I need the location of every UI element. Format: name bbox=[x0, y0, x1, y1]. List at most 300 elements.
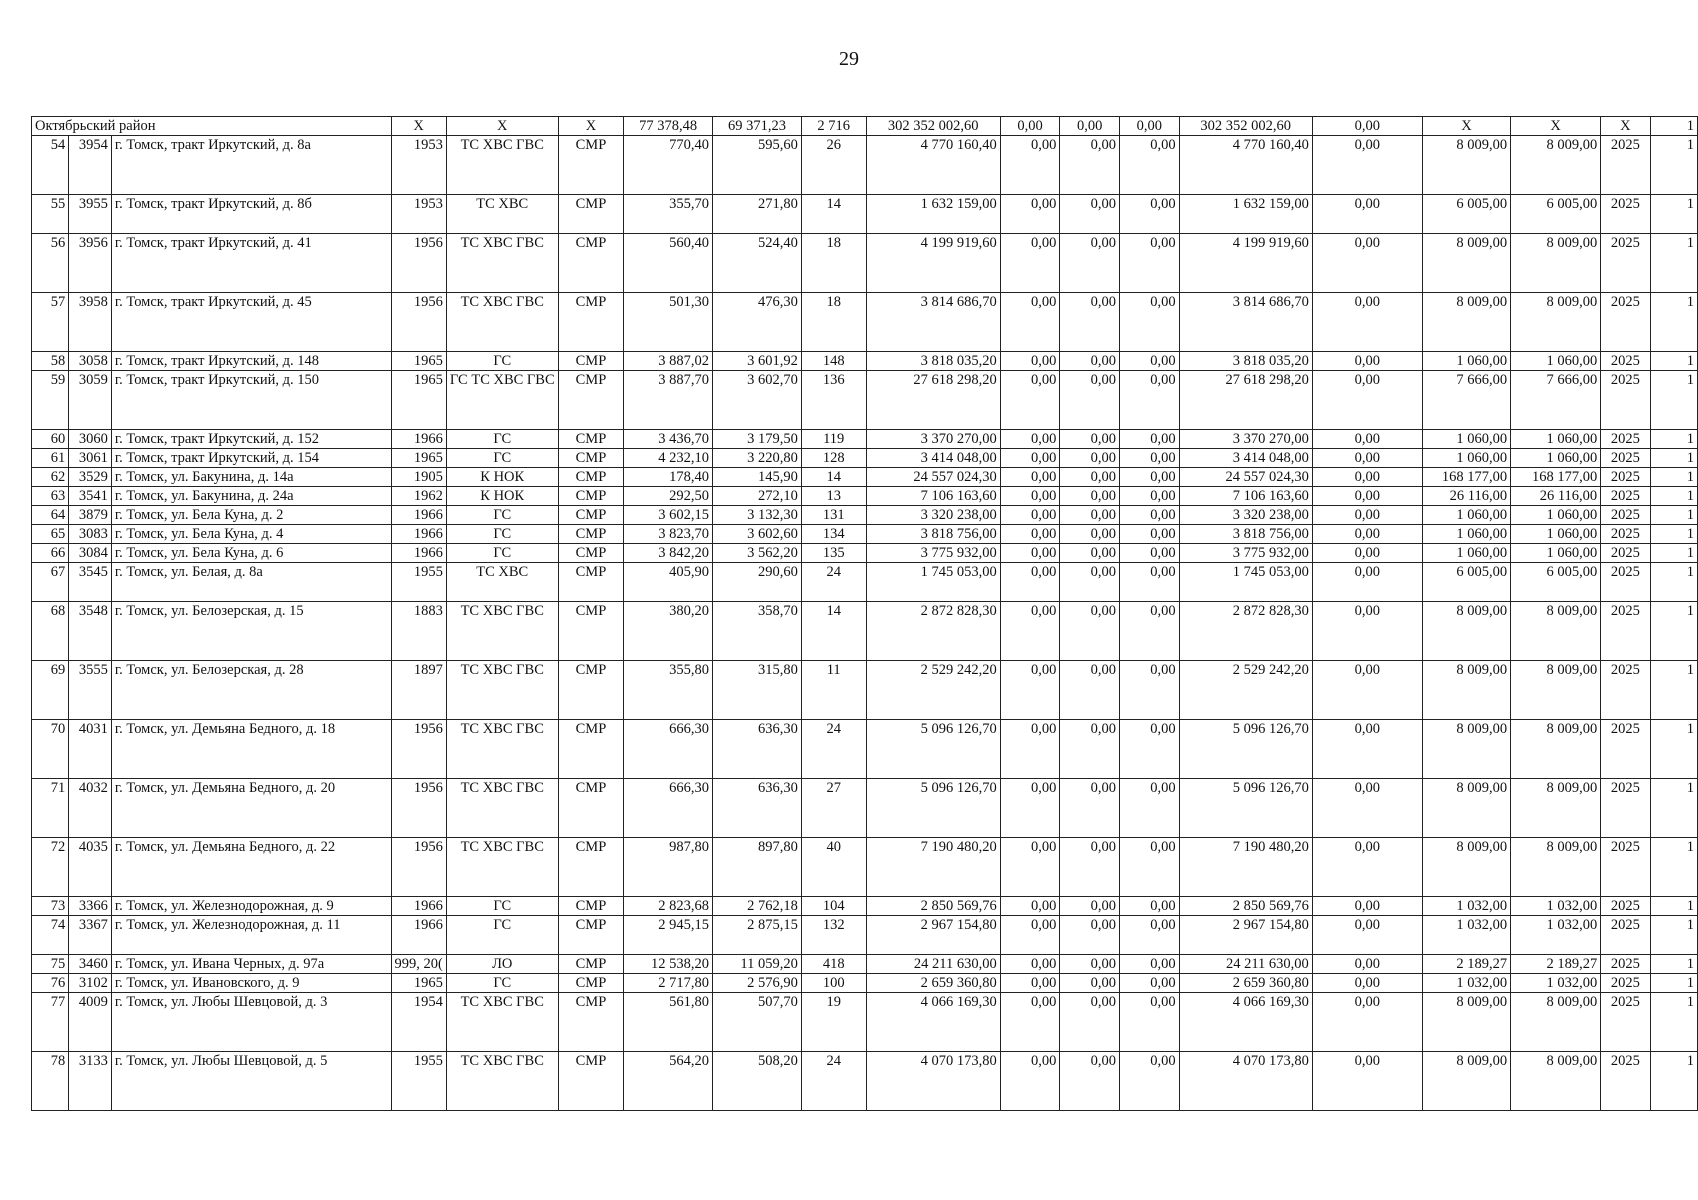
max-unit-cost-cell: 8 009,00 bbox=[1511, 838, 1601, 897]
unit-cost-cell: 7 666,00 bbox=[1422, 371, 1510, 430]
living-area-cell: 3 601,92 bbox=[713, 352, 802, 371]
stage-cell: 1 bbox=[1650, 838, 1697, 897]
municipal-cost-cell: 0,00 bbox=[1119, 195, 1179, 234]
district-cell: X bbox=[446, 117, 558, 136]
row-number-cell: 57 bbox=[32, 293, 69, 352]
works-kind-cell: СМР bbox=[558, 544, 624, 563]
total-area-cell: 380,20 bbox=[624, 602, 713, 661]
total-cost-cell: 3 818 756,00 bbox=[866, 525, 1000, 544]
owners-cost-cell: 3 818 756,00 bbox=[1179, 525, 1312, 544]
total-cost-cell: 3 818 035,20 bbox=[866, 352, 1000, 371]
budget-cost-cell: 0,00 bbox=[1060, 916, 1120, 955]
address-cell: г. Томск, тракт Иркутский, д. 8а bbox=[111, 136, 391, 195]
works-kind-cell: СМР bbox=[558, 371, 624, 430]
table-row bbox=[32, 371, 1698, 430]
owners-cost-cell: 24 211 630,00 bbox=[1179, 955, 1312, 974]
residents-cell: 104 bbox=[801, 897, 866, 916]
living-area-cell: 3 602,70 bbox=[713, 371, 802, 430]
residents-cell: 14 bbox=[801, 195, 866, 234]
fund-cost-cell: 0,00 bbox=[1000, 371, 1060, 430]
district-cell: 0,00 bbox=[1060, 117, 1120, 136]
owners-cost-cell: 3 414 048,00 bbox=[1179, 449, 1312, 468]
fund-cost-cell: 0,00 bbox=[1000, 136, 1060, 195]
table-row bbox=[32, 293, 1698, 352]
fund-cost-cell: 0,00 bbox=[1000, 544, 1060, 563]
building-id-cell: 3548 bbox=[69, 602, 112, 661]
address-cell: г. Томск, ул. Бакунина, д. 14а bbox=[111, 468, 391, 487]
total-cost-cell: 2 529 242,20 bbox=[866, 661, 1000, 720]
district-cell: 302 352 002,60 bbox=[866, 117, 1000, 136]
municipal-cost-cell: 0,00 bbox=[1119, 661, 1179, 720]
total-area-cell: 178,40 bbox=[624, 468, 713, 487]
municipal-cost-cell: 0,00 bbox=[1119, 136, 1179, 195]
works-type-cell: ГС bbox=[446, 974, 558, 993]
max-unit-cost-cell: 1 060,00 bbox=[1511, 544, 1601, 563]
max-unit-cost-cell: 1 032,00 bbox=[1511, 897, 1601, 916]
other-cost-cell: 0,00 bbox=[1312, 430, 1422, 449]
other-cost-cell: 0,00 bbox=[1312, 974, 1422, 993]
owners-cost-cell: 5 096 126,70 bbox=[1179, 779, 1312, 838]
fund-cost-cell: 0,00 bbox=[1000, 430, 1060, 449]
plan-year-cell: 2025 bbox=[1601, 430, 1650, 449]
residents-cell: 13 bbox=[801, 487, 866, 506]
max-unit-cost-cell: 1 060,00 bbox=[1511, 449, 1601, 468]
residents-cell: 14 bbox=[801, 602, 866, 661]
municipal-cost-cell: 0,00 bbox=[1119, 234, 1179, 293]
total-area-cell: 3 887,02 bbox=[624, 352, 713, 371]
budget-cost-cell: 0,00 bbox=[1060, 974, 1120, 993]
budget-cost-cell: 0,00 bbox=[1060, 1052, 1120, 1111]
budget-cost-cell: 0,00 bbox=[1060, 897, 1120, 916]
plan-year-cell: 2025 bbox=[1601, 993, 1650, 1052]
district-cell: 77 378,48 bbox=[624, 117, 713, 136]
stage-cell: 1 bbox=[1650, 468, 1697, 487]
building-id-cell: 4031 bbox=[69, 720, 112, 779]
total-area-cell: 3 887,70 bbox=[624, 371, 713, 430]
unit-cost-cell: 1 060,00 bbox=[1422, 506, 1510, 525]
fund-cost-cell: 0,00 bbox=[1000, 195, 1060, 234]
address-cell: г. Томск, ул. Любы Шевцовой, д. 3 bbox=[111, 993, 391, 1052]
building-id-cell: 3956 bbox=[69, 234, 112, 293]
building-id-cell: 3059 bbox=[69, 371, 112, 430]
works-type-cell: ТС ХВС ГВС bbox=[446, 1052, 558, 1111]
works-kind-cell: СМР bbox=[558, 993, 624, 1052]
unit-cost-cell: 6 005,00 bbox=[1422, 563, 1510, 602]
residents-cell: 18 bbox=[801, 234, 866, 293]
residents-cell: 11 bbox=[801, 661, 866, 720]
works-kind-cell: СМР bbox=[558, 525, 624, 544]
address-cell: г. Томск, ул. Белозерская, д. 28 bbox=[111, 661, 391, 720]
works-kind-cell: СМР bbox=[558, 449, 624, 468]
stage-cell: 1 bbox=[1650, 563, 1697, 602]
unit-cost-cell: 8 009,00 bbox=[1422, 838, 1510, 897]
living-area-cell: 476,30 bbox=[713, 293, 802, 352]
municipal-cost-cell: 0,00 bbox=[1119, 1052, 1179, 1111]
building-id-cell: 3541 bbox=[69, 487, 112, 506]
year-built-cell: 1955 bbox=[391, 1052, 446, 1111]
district-cell: X bbox=[1601, 117, 1650, 136]
budget-cost-cell: 0,00 bbox=[1060, 661, 1120, 720]
year-built-cell: 1953 bbox=[391, 136, 446, 195]
plan-year-cell: 2025 bbox=[1601, 544, 1650, 563]
budget-cost-cell: 0,00 bbox=[1060, 602, 1120, 661]
year-built-cell: 1965 bbox=[391, 352, 446, 371]
budget-cost-cell: 0,00 bbox=[1060, 487, 1120, 506]
works-type-cell: ТС ХВС bbox=[446, 563, 558, 602]
row-number-cell: 62 bbox=[32, 468, 69, 487]
unit-cost-cell: 168 177,00 bbox=[1422, 468, 1510, 487]
row-number-cell: 71 bbox=[32, 779, 69, 838]
unit-cost-cell: 1 060,00 bbox=[1422, 352, 1510, 371]
max-unit-cost-cell: 8 009,00 bbox=[1511, 993, 1601, 1052]
total-area-cell: 4 232,10 bbox=[624, 449, 713, 468]
table-row bbox=[32, 1052, 1698, 1111]
total-cost-cell: 5 096 126,70 bbox=[866, 779, 1000, 838]
plan-year-cell: 2025 bbox=[1601, 352, 1650, 371]
row-number-cell: 56 bbox=[32, 234, 69, 293]
fund-cost-cell: 0,00 bbox=[1000, 661, 1060, 720]
unit-cost-cell: 1 060,00 bbox=[1422, 430, 1510, 449]
unit-cost-cell: 1 032,00 bbox=[1422, 974, 1510, 993]
budget-cost-cell: 0,00 bbox=[1060, 136, 1120, 195]
other-cost-cell: 0,00 bbox=[1312, 661, 1422, 720]
budget-cost-cell: 0,00 bbox=[1060, 506, 1120, 525]
table-row bbox=[32, 136, 1698, 195]
works-type-cell: ГС bbox=[446, 544, 558, 563]
district-cell: 1 bbox=[1650, 117, 1697, 136]
unit-cost-cell: 1 060,00 bbox=[1422, 525, 1510, 544]
table-row bbox=[32, 993, 1698, 1052]
building-id-cell: 3958 bbox=[69, 293, 112, 352]
max-unit-cost-cell: 8 009,00 bbox=[1511, 1052, 1601, 1111]
living-area-cell: 524,40 bbox=[713, 234, 802, 293]
max-unit-cost-cell: 168 177,00 bbox=[1511, 468, 1601, 487]
stage-cell: 1 bbox=[1650, 720, 1697, 779]
works-type-cell: ГС bbox=[446, 506, 558, 525]
building-id-cell: 4035 bbox=[69, 838, 112, 897]
max-unit-cost-cell: 1 060,00 bbox=[1511, 506, 1601, 525]
address-cell: г. Томск, тракт Иркутский, д. 8б bbox=[111, 195, 391, 234]
fund-cost-cell: 0,00 bbox=[1000, 468, 1060, 487]
owners-cost-cell: 24 557 024,30 bbox=[1179, 468, 1312, 487]
living-area-cell: 2 875,15 bbox=[713, 916, 802, 955]
max-unit-cost-cell: 8 009,00 bbox=[1511, 234, 1601, 293]
residents-cell: 418 bbox=[801, 955, 866, 974]
fund-cost-cell: 0,00 bbox=[1000, 1052, 1060, 1111]
works-kind-cell: СМР bbox=[558, 195, 624, 234]
budget-cost-cell: 0,00 bbox=[1060, 525, 1120, 544]
row-number-cell: 69 bbox=[32, 661, 69, 720]
unit-cost-cell: 8 009,00 bbox=[1422, 602, 1510, 661]
plan-year-cell: 2025 bbox=[1601, 234, 1650, 293]
table-row bbox=[32, 449, 1698, 468]
works-type-cell: ГС ТС ХВС ГВС bbox=[446, 371, 558, 430]
stage-cell: 1 bbox=[1650, 897, 1697, 916]
year-built-cell: 1956 bbox=[391, 720, 446, 779]
owners-cost-cell: 2 967 154,80 bbox=[1179, 916, 1312, 955]
total-area-cell: 3 842,20 bbox=[624, 544, 713, 563]
other-cost-cell: 0,00 bbox=[1312, 468, 1422, 487]
address-cell: г. Томск, ул. Любы Шевцовой, д. 5 bbox=[111, 1052, 391, 1111]
residents-cell: 18 bbox=[801, 293, 866, 352]
address-cell: г. Томск, ул. Железнодорожная, д. 9 bbox=[111, 897, 391, 916]
table-row bbox=[32, 506, 1698, 525]
year-built-cell: 1956 bbox=[391, 779, 446, 838]
max-unit-cost-cell: 8 009,00 bbox=[1511, 779, 1601, 838]
year-built-cell: 1966 bbox=[391, 430, 446, 449]
other-cost-cell: 0,00 bbox=[1312, 916, 1422, 955]
works-type-cell: ТС ХВС ГВС bbox=[446, 136, 558, 195]
plan-year-cell: 2025 bbox=[1601, 293, 1650, 352]
stage-cell: 1 bbox=[1650, 916, 1697, 955]
year-built-cell: 1954 bbox=[391, 993, 446, 1052]
building-id-cell: 3061 bbox=[69, 449, 112, 468]
works-type-cell: ТС ХВС ГВС bbox=[446, 293, 558, 352]
row-number-cell: 58 bbox=[32, 352, 69, 371]
owners-cost-cell: 7 190 480,20 bbox=[1179, 838, 1312, 897]
municipal-cost-cell: 0,00 bbox=[1119, 838, 1179, 897]
total-area-cell: 561,80 bbox=[624, 993, 713, 1052]
table-row bbox=[32, 563, 1698, 602]
fund-cost-cell: 0,00 bbox=[1000, 449, 1060, 468]
works-type-cell: ГС bbox=[446, 916, 558, 955]
owners-cost-cell: 3 320 238,00 bbox=[1179, 506, 1312, 525]
budget-cost-cell: 0,00 bbox=[1060, 449, 1120, 468]
living-area-cell: 636,30 bbox=[713, 779, 802, 838]
address-cell: г. Томск, тракт Иркутский, д. 148 bbox=[111, 352, 391, 371]
max-unit-cost-cell: 8 009,00 bbox=[1511, 136, 1601, 195]
other-cost-cell: 0,00 bbox=[1312, 897, 1422, 916]
row-number-cell: 67 bbox=[32, 563, 69, 602]
district-cell: X bbox=[558, 117, 624, 136]
address-cell: г. Томск, тракт Иркутский, д. 41 bbox=[111, 234, 391, 293]
stage-cell: 1 bbox=[1650, 525, 1697, 544]
district-cell: 0,00 bbox=[1000, 117, 1060, 136]
budget-cost-cell: 0,00 bbox=[1060, 430, 1120, 449]
municipal-cost-cell: 0,00 bbox=[1119, 487, 1179, 506]
year-built-cell: 1966 bbox=[391, 525, 446, 544]
total-cost-cell: 2 872 828,30 bbox=[866, 602, 1000, 661]
row-number-cell: 77 bbox=[32, 993, 69, 1052]
stage-cell: 1 bbox=[1650, 993, 1697, 1052]
residents-cell: 131 bbox=[801, 506, 866, 525]
plan-year-cell: 2025 bbox=[1601, 371, 1650, 430]
works-type-cell: ГС bbox=[446, 430, 558, 449]
table-body bbox=[32, 117, 1698, 1111]
works-kind-cell: СМР bbox=[558, 136, 624, 195]
fund-cost-cell: 0,00 bbox=[1000, 974, 1060, 993]
owners-cost-cell: 7 106 163,60 bbox=[1179, 487, 1312, 506]
works-type-cell: К НОК bbox=[446, 468, 558, 487]
total-cost-cell: 4 770 160,40 bbox=[866, 136, 1000, 195]
total-area-cell: 3 602,15 bbox=[624, 506, 713, 525]
district-cell: X bbox=[391, 117, 446, 136]
works-type-cell: ТС ХВС ГВС bbox=[446, 838, 558, 897]
living-area-cell: 11 059,20 bbox=[713, 955, 802, 974]
other-cost-cell: 0,00 bbox=[1312, 234, 1422, 293]
building-id-cell: 3083 bbox=[69, 525, 112, 544]
address-cell: г. Томск, ул. Демьяна Бедного, д. 22 bbox=[111, 838, 391, 897]
fund-cost-cell: 0,00 bbox=[1000, 602, 1060, 661]
fund-cost-cell: 0,00 bbox=[1000, 506, 1060, 525]
works-kind-cell: СМР bbox=[558, 430, 624, 449]
stage-cell: 1 bbox=[1650, 195, 1697, 234]
row-number-cell: 75 bbox=[32, 955, 69, 974]
total-area-cell: 2 717,80 bbox=[624, 974, 713, 993]
owners-cost-cell: 3 775 932,00 bbox=[1179, 544, 1312, 563]
max-unit-cost-cell: 7 666,00 bbox=[1511, 371, 1601, 430]
living-area-cell: 272,10 bbox=[713, 487, 802, 506]
owners-cost-cell: 1 632 159,00 bbox=[1179, 195, 1312, 234]
total-area-cell: 3 823,70 bbox=[624, 525, 713, 544]
fund-cost-cell: 0,00 bbox=[1000, 720, 1060, 779]
residents-cell: 24 bbox=[801, 720, 866, 779]
total-cost-cell: 4 199 919,60 bbox=[866, 234, 1000, 293]
building-id-cell: 4009 bbox=[69, 993, 112, 1052]
stage-cell: 1 bbox=[1650, 449, 1697, 468]
year-built-cell: 1965 bbox=[391, 974, 446, 993]
table-row bbox=[32, 602, 1698, 661]
budget-cost-cell: 0,00 bbox=[1060, 563, 1120, 602]
residents-cell: 128 bbox=[801, 449, 866, 468]
municipal-cost-cell: 0,00 bbox=[1119, 602, 1179, 661]
address-cell: г. Томск, тракт Иркутский, д. 154 bbox=[111, 449, 391, 468]
total-cost-cell: 3 320 238,00 bbox=[866, 506, 1000, 525]
row-number-cell: 63 bbox=[32, 487, 69, 506]
owners-cost-cell: 2 872 828,30 bbox=[1179, 602, 1312, 661]
fund-cost-cell: 0,00 bbox=[1000, 779, 1060, 838]
unit-cost-cell: 1 060,00 bbox=[1422, 449, 1510, 468]
residents-cell: 134 bbox=[801, 525, 866, 544]
table-row bbox=[32, 487, 1698, 506]
owners-cost-cell: 3 814 686,70 bbox=[1179, 293, 1312, 352]
residents-cell: 26 bbox=[801, 136, 866, 195]
plan-year-cell: 2025 bbox=[1601, 838, 1650, 897]
table-row bbox=[32, 720, 1698, 779]
residents-cell: 40 bbox=[801, 838, 866, 897]
owners-cost-cell: 2 850 569,76 bbox=[1179, 897, 1312, 916]
unit-cost-cell: 8 009,00 bbox=[1422, 136, 1510, 195]
district-cell: 2 716 bbox=[801, 117, 866, 136]
municipal-cost-cell: 0,00 bbox=[1119, 563, 1179, 602]
total-area-cell: 666,30 bbox=[624, 779, 713, 838]
district-cell: X bbox=[1511, 117, 1601, 136]
budget-cost-cell: 0,00 bbox=[1060, 544, 1120, 563]
row-number-cell: 73 bbox=[32, 897, 69, 916]
total-area-cell: 564,20 bbox=[624, 1052, 713, 1111]
living-area-cell: 145,90 bbox=[713, 468, 802, 487]
max-unit-cost-cell: 6 005,00 bbox=[1511, 195, 1601, 234]
living-area-cell: 897,80 bbox=[713, 838, 802, 897]
works-kind-cell: СМР bbox=[558, 487, 624, 506]
residents-cell: 135 bbox=[801, 544, 866, 563]
municipal-cost-cell: 0,00 bbox=[1119, 352, 1179, 371]
living-area-cell: 2 576,90 bbox=[713, 974, 802, 993]
address-cell: г. Томск, ул. Белая, д. 8а bbox=[111, 563, 391, 602]
municipal-cost-cell: 0,00 bbox=[1119, 974, 1179, 993]
unit-cost-cell: 8 009,00 bbox=[1422, 779, 1510, 838]
municipal-cost-cell: 0,00 bbox=[1119, 779, 1179, 838]
total-cost-cell: 2 850 569,76 bbox=[866, 897, 1000, 916]
fund-cost-cell: 0,00 bbox=[1000, 525, 1060, 544]
works-type-cell: ЛО bbox=[446, 955, 558, 974]
address-cell: г. Томск, ул. Ивановского, д. 9 bbox=[111, 974, 391, 993]
district-cell: 302 352 002,60 bbox=[1179, 117, 1312, 136]
residents-cell: 100 bbox=[801, 974, 866, 993]
year-built-cell: 1965 bbox=[391, 371, 446, 430]
owners-cost-cell: 3 370 270,00 bbox=[1179, 430, 1312, 449]
works-kind-cell: СМР bbox=[558, 563, 624, 602]
total-cost-cell: 2 967 154,80 bbox=[866, 916, 1000, 955]
works-type-cell: К НОК bbox=[446, 487, 558, 506]
residents-cell: 24 bbox=[801, 563, 866, 602]
fund-cost-cell: 0,00 bbox=[1000, 293, 1060, 352]
budget-cost-cell: 0,00 bbox=[1060, 195, 1120, 234]
other-cost-cell: 0,00 bbox=[1312, 563, 1422, 602]
row-number-cell: 68 bbox=[32, 602, 69, 661]
total-cost-cell: 3 414 048,00 bbox=[866, 449, 1000, 468]
table-row bbox=[32, 974, 1698, 993]
address-cell: г. Томск, ул. Ивана Черных, д. 97а bbox=[111, 955, 391, 974]
works-kind-cell: СМР bbox=[558, 506, 624, 525]
total-area-cell: 770,40 bbox=[624, 136, 713, 195]
budget-cost-cell: 0,00 bbox=[1060, 468, 1120, 487]
other-cost-cell: 0,00 bbox=[1312, 544, 1422, 563]
living-area-cell: 315,80 bbox=[713, 661, 802, 720]
works-type-cell: ТС ХВС ГВС bbox=[446, 993, 558, 1052]
row-number-cell: 76 bbox=[32, 974, 69, 993]
total-area-cell: 2 945,15 bbox=[624, 916, 713, 955]
unit-cost-cell: 1 060,00 bbox=[1422, 544, 1510, 563]
other-cost-cell: 0,00 bbox=[1312, 602, 1422, 661]
total-cost-cell: 7 190 480,20 bbox=[866, 838, 1000, 897]
address-cell: г. Томск, ул. Бела Куна, д. 4 bbox=[111, 525, 391, 544]
district-cell: 0,00 bbox=[1312, 117, 1422, 136]
plan-year-cell: 2025 bbox=[1601, 661, 1650, 720]
budget-cost-cell: 0,00 bbox=[1060, 993, 1120, 1052]
residents-cell: 27 bbox=[801, 779, 866, 838]
row-number-cell: 78 bbox=[32, 1052, 69, 1111]
other-cost-cell: 0,00 bbox=[1312, 449, 1422, 468]
total-cost-cell: 4 066 169,30 bbox=[866, 993, 1000, 1052]
owners-cost-cell: 5 096 126,70 bbox=[1179, 720, 1312, 779]
plan-year-cell: 2025 bbox=[1601, 506, 1650, 525]
row-number-cell: 60 bbox=[32, 430, 69, 449]
plan-year-cell: 2025 bbox=[1601, 720, 1650, 779]
budget-cost-cell: 0,00 bbox=[1060, 838, 1120, 897]
living-area-cell: 290,60 bbox=[713, 563, 802, 602]
total-area-cell: 292,50 bbox=[624, 487, 713, 506]
max-unit-cost-cell: 1 032,00 bbox=[1511, 916, 1601, 955]
max-unit-cost-cell: 8 009,00 bbox=[1511, 661, 1601, 720]
row-number-cell: 59 bbox=[32, 371, 69, 430]
building-id-cell: 3879 bbox=[69, 506, 112, 525]
municipal-cost-cell: 0,00 bbox=[1119, 525, 1179, 544]
residents-cell: 24 bbox=[801, 1052, 866, 1111]
living-area-cell: 3 562,20 bbox=[713, 544, 802, 563]
plan-year-cell: 2025 bbox=[1601, 525, 1650, 544]
works-kind-cell: СМР bbox=[558, 468, 624, 487]
other-cost-cell: 0,00 bbox=[1312, 525, 1422, 544]
address-cell: г. Томск, ул. Демьяна Бедного, д. 18 bbox=[111, 720, 391, 779]
max-unit-cost-cell: 1 060,00 bbox=[1511, 525, 1601, 544]
works-kind-cell: СМР bbox=[558, 661, 624, 720]
municipal-cost-cell: 0,00 bbox=[1119, 293, 1179, 352]
budget-cost-cell: 0,00 bbox=[1060, 720, 1120, 779]
year-built-cell: 1966 bbox=[391, 506, 446, 525]
plan-year-cell: 2025 bbox=[1601, 136, 1650, 195]
fund-cost-cell: 0,00 bbox=[1000, 234, 1060, 293]
